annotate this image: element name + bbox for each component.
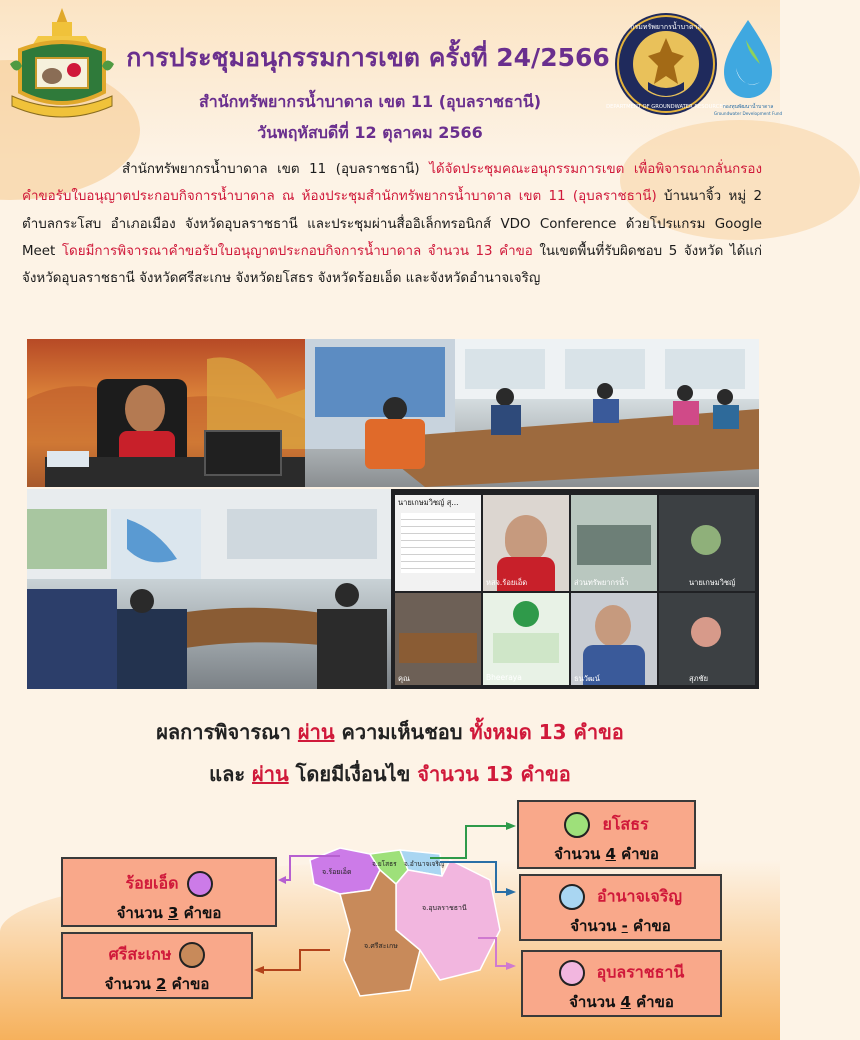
avatar (691, 617, 721, 647)
province-box-yasothon (517, 800, 696, 869)
province-name: ยโสธร (602, 814, 649, 834)
result-text: และ (209, 762, 253, 786)
count-suffix: คำขอ (615, 845, 659, 863)
video-tile-5-name: คุณ (398, 674, 410, 683)
conditional-count: จำนวน 13 คำขอ (417, 762, 571, 786)
map-label-roiet: จ.ร้อยเอ็ด (322, 868, 352, 876)
amnat-color-icon (559, 884, 585, 910)
province-name: อุบลราชธานี (596, 962, 685, 982)
result-text: ความเห็นชอบ (334, 720, 470, 744)
sisaket-color-icon (179, 942, 205, 968)
total-count: ทั้งหมด 13 คำขอ (469, 720, 624, 744)
video-call-grid (391, 489, 759, 689)
count-prefix: จำนวน (569, 993, 621, 1011)
count-prefix: จำนวน (570, 917, 622, 935)
body-segment-4: โดยมีการพิจารณาคำขอรับใบอนุญาตประกอบกิจการน้ำบาดาล จำนวน 13 คำขอ (61, 243, 533, 259)
page-title: การประชุมอนุกรรมการเขต ครั้งที่ 24/2566 (126, 43, 610, 72)
yasothon-color-icon (564, 812, 590, 838)
body-segment-1: สำนักทรัพยากรน้ำบาดาล เขต 11 (อุบลราชธานี) (122, 162, 430, 177)
map-label-yasothon: จ.ยโสธร (372, 860, 397, 868)
count-value: - (621, 917, 628, 935)
article-body (22, 156, 762, 292)
province-box-ubon (521, 950, 722, 1017)
result-text: ผลการพิจารณา (156, 720, 298, 744)
video-tile-3 (571, 495, 657, 591)
map-label-sisaket: จ.ศรีสะเกษ (364, 942, 398, 950)
count-value: 3 (167, 904, 179, 922)
pass-label: ผ่าน (297, 720, 335, 744)
video-tile-7-name: ธนวัฒน์ (574, 674, 600, 683)
result-line-1 (0, 716, 780, 748)
photo-meeting-room-2 (27, 489, 391, 689)
video-tile-8-name: สุภชัย (689, 674, 709, 683)
video-tile-4 (659, 495, 755, 591)
province-name: อำนาจเจริญ (597, 886, 682, 906)
count-value: 2 (155, 975, 167, 993)
video-tile-2-name: หสจ.ร้อยเอ็ด (486, 578, 528, 587)
video-tile-1-name: นายเกษมวิชญ์ สุ... (398, 498, 459, 507)
count-suffix: คำขอ (630, 993, 674, 1011)
photo-meeting-room (305, 339, 759, 487)
svg-text:DEPARTMENT OF GROUNDWATER RESO: DEPARTMENT OF GROUNDWATER RESOURCES (606, 104, 726, 110)
count-prefix: จำนวน (104, 975, 156, 993)
count-suffix: คำขอ (627, 917, 671, 935)
province-box-roiet (61, 857, 277, 927)
province-map (300, 840, 510, 1010)
province-box-amnat (519, 874, 722, 941)
count-suffix: คำขอ (178, 904, 222, 922)
svg-text:กรมทรัพยากรน้ำบาดาล: กรมทรัพยากรน้ำบาดาล (630, 23, 702, 31)
result-line-2 (0, 758, 780, 790)
svg-text:Groundwater Development Fund: Groundwater Development Fund (713, 111, 783, 116)
count-prefix: จำนวน (116, 904, 168, 922)
province-name: ร้อยเอ็ด (125, 873, 179, 893)
ubon-color-icon (559, 960, 585, 986)
province-box-sisaket (61, 932, 253, 999)
video-tile-2 (483, 495, 569, 591)
svg-text:กองทุนพัฒนาน้ำบาดาล: กองทุนพัฒนาน้ำบาดาล (722, 104, 774, 110)
count-suffix: คำขอ (166, 975, 210, 993)
video-tile-8 (659, 593, 755, 685)
count-prefix: จำนวน (554, 845, 606, 863)
department-groundwater-resources-logo (606, 12, 726, 116)
provincial-seal-logo (8, 6, 116, 122)
avatar (691, 525, 721, 555)
video-tile-6-name: Bheeraya (486, 673, 522, 682)
video-tile-1 (395, 495, 481, 591)
photo-chairman (27, 339, 305, 487)
roiet-color-icon (187, 871, 213, 897)
body-segment-2: ได้จัดประชุมคณะอนุกรรมการเขต เพื่อพิจารณากลั่นกรองคำขอรับใบอนุญาตประกอบกิจการน้ำบาดาล ณ ห้องประชุมสำนักทรัพยากรน้ำบาดาล เขต 11 (อุบลราชธานี) (22, 162, 762, 205)
count-value: 4 (620, 993, 631, 1011)
groundwater-development-fund-logo (713, 18, 783, 118)
body-segment-5: ในเขตพื้นที่รับผิดชอบ 5 จังหวัด ได้แก่ จังหวัดอุบลราชธานี จังหวัดศรีสะเกษ จังหวัดยโสธร จังหวัดร้อยเอ็ด และจังหวัดอำนาจเจริญ (22, 243, 763, 287)
meeting-date: วันพฤหัสบดีที่ 12 ตุลาคม 2566 (257, 123, 483, 142)
video-tile-5 (395, 593, 481, 685)
video-tile-6 (483, 593, 569, 685)
pass-label: ผ่าน (252, 762, 289, 786)
province-name: ศรีสะเกษ (108, 944, 172, 964)
video-tile-3-name: ส่วนทรัพยากรน้ำ (574, 578, 629, 587)
video-tile-7 (571, 593, 657, 685)
map-label-amnat: จ.อำนาจเจริญ (404, 860, 445, 868)
map-label-ubon: จ.อุบลราชธานี (422, 904, 467, 912)
body-segment-3: บ้านนาจิ้ว หมู่ 2 ตำบลกระโสบ อำเภอเมือง จังหวัดอุบลราชธานี และประชุมผ่านสื่ออิเล็กทรอนิกส์ VDO Conference ด้วยโปรแกรม Google Meet (22, 189, 762, 259)
page-subtitle: สำนักทรัพยากรน้ำบาดาล เขต 11 (อุบลราชธานี) (198, 92, 542, 111)
count-value: 4 (605, 845, 616, 863)
video-tile-4-name: นายเกษมวิชญ์ (689, 578, 736, 587)
result-text: โดยมีเงื่อนไข (288, 762, 418, 786)
